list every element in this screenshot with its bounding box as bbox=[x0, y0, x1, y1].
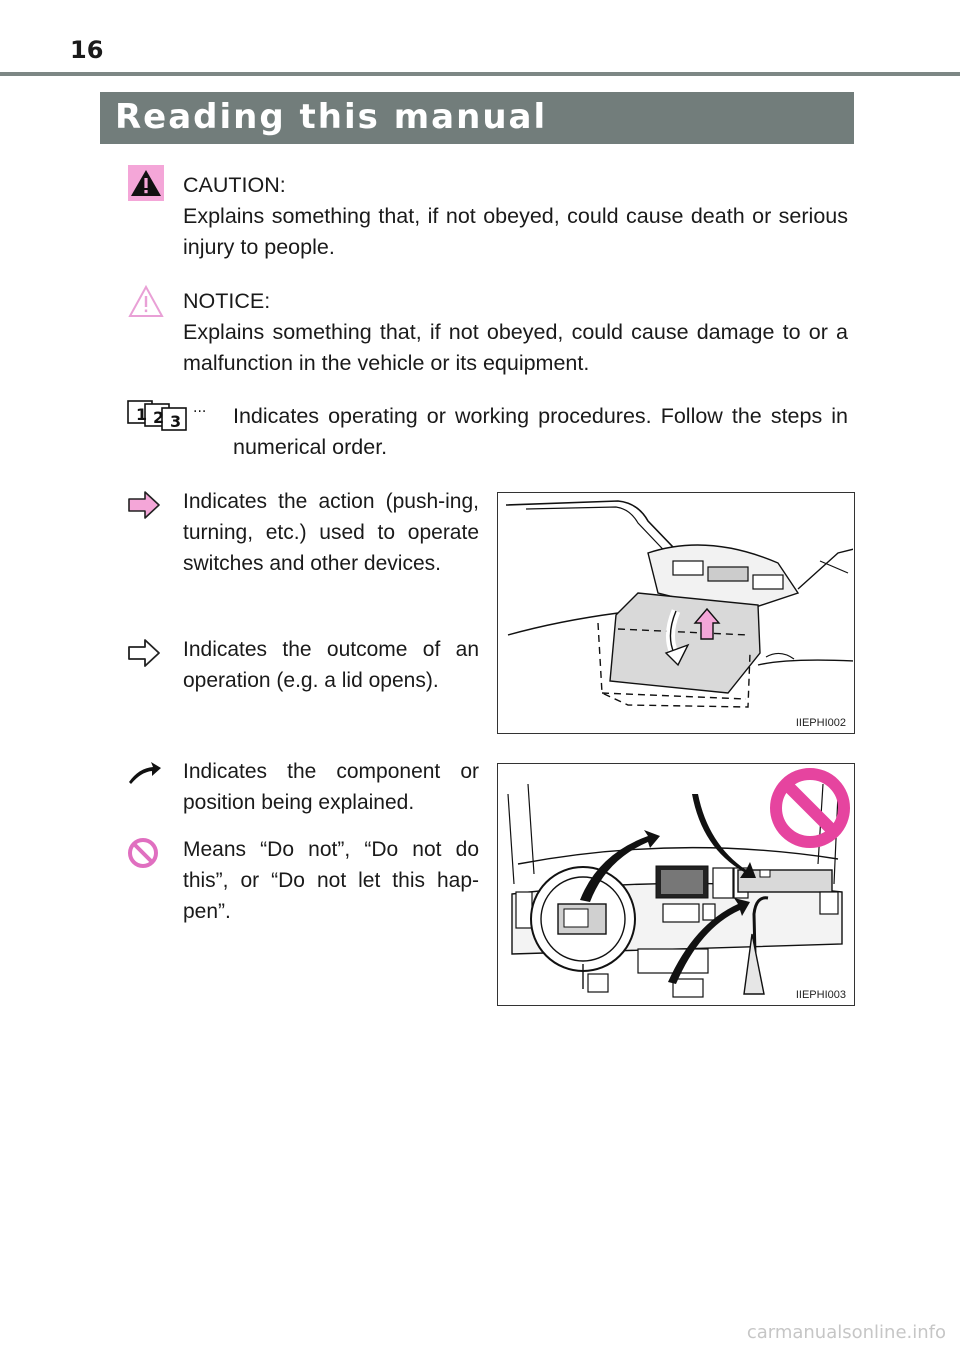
donot-text: Means “Do not”, “Do not do this”, or “Do not let this hap-pen”. bbox=[183, 838, 479, 923]
caution-label: CAUTION: bbox=[183, 173, 286, 197]
caution-text: Explains something that, if not obeyed, could cause death or serious injury to people. bbox=[183, 204, 848, 259]
watermark: carmanualsonline.info bbox=[746, 1322, 946, 1343]
notice-icon bbox=[128, 284, 164, 325]
step-badge-2: 2 bbox=[153, 408, 165, 427]
component-pointer-icon bbox=[127, 760, 163, 791]
step-ellipsis: ··· bbox=[193, 404, 207, 420]
overhead-console-drawing bbox=[498, 493, 853, 732]
step-numbers-icon bbox=[127, 400, 221, 437]
page-number: 16 bbox=[70, 36, 104, 64]
figure-dashboard bbox=[497, 763, 855, 1006]
figure1-code: IIEPHI002 bbox=[795, 717, 846, 729]
header-rule bbox=[0, 72, 960, 76]
section-title: Reading this manual bbox=[115, 97, 548, 137]
step-badge-3: 3 bbox=[170, 412, 182, 431]
prohibition-icon bbox=[127, 837, 159, 874]
notice-label: NOTICE: bbox=[183, 289, 271, 313]
outcome-arrow-icon bbox=[127, 638, 161, 673]
caution-icon bbox=[128, 165, 164, 206]
dashboard-drawing bbox=[498, 764, 853, 1004]
figure2-code: IIEPHI003 bbox=[795, 989, 846, 1001]
steps-text: Indicates operating or working procedures. Follow the steps in numerical order. bbox=[233, 404, 848, 459]
step-badge-1: 1 bbox=[136, 405, 148, 424]
notice-text: Explains something that, if not obeyed, could cause damage to or a malfunction in the vehicle or its equipment. bbox=[183, 320, 848, 375]
action-text: Indicates the action (push-ing, turning, etc.) used to operate switches and other devices. bbox=[183, 490, 479, 575]
figure-overhead-console bbox=[497, 492, 855, 734]
action-arrow-icon bbox=[127, 490, 161, 525]
component-text: Indicates the component or position being explained. bbox=[183, 760, 479, 814]
outcome-text: Indicates the outcome of an operation (e.g. a lid opens). bbox=[183, 638, 479, 692]
section-title-bar bbox=[100, 92, 854, 144]
